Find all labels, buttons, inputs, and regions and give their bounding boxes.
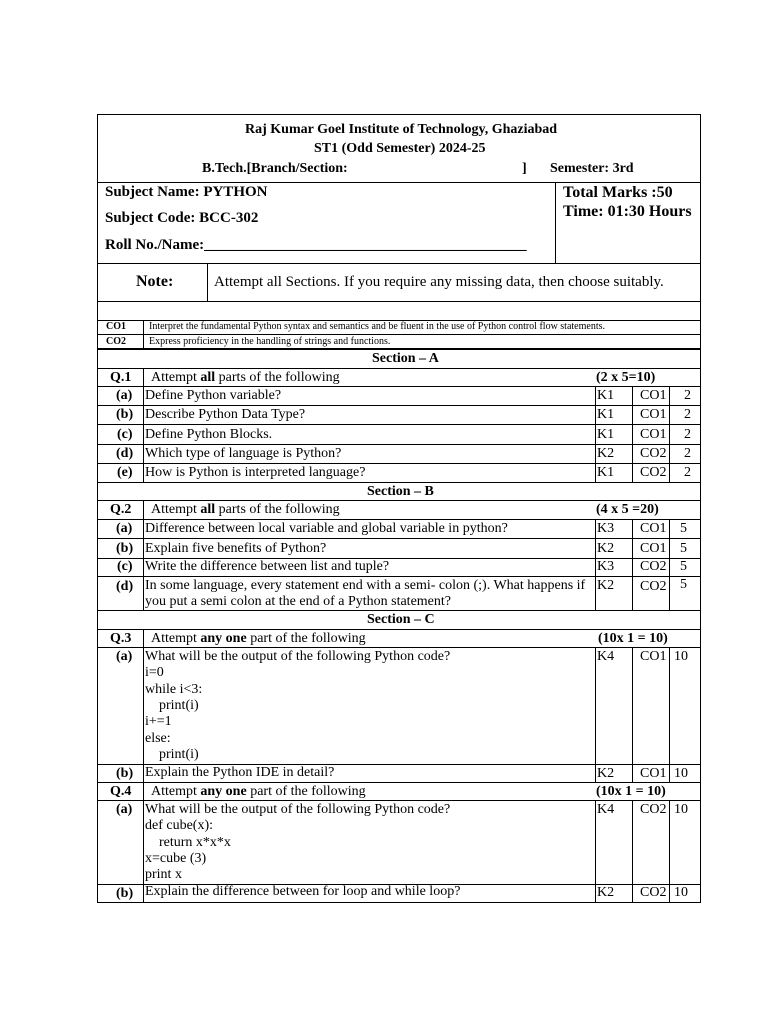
q2-marks: (4 x 5 =20) xyxy=(596,502,659,517)
q3-part-co: CO1 xyxy=(640,766,667,781)
note-label: Note: xyxy=(136,273,174,290)
section-c-title: Section – C xyxy=(367,612,435,627)
q2-part-text: In some language, every statement end with a semi- colon (;). What happens if xyxy=(145,578,586,593)
q1-part-co: CO2 xyxy=(640,446,667,461)
q3-part-co: CO1 xyxy=(640,649,667,664)
divider xyxy=(207,263,208,301)
q2-part-label: (c) xyxy=(117,559,133,574)
co2-text: Express proficiency in the handling of strings and functions. xyxy=(149,336,391,347)
q2-part-marks: 5 xyxy=(680,559,687,574)
q2-part-co: CO2 xyxy=(640,559,667,574)
q3-marks: (10x 1 = 10) xyxy=(598,631,668,646)
total-marks: Total Marks :50 xyxy=(563,184,673,201)
subject-name: Subject Name: PYTHON xyxy=(105,184,268,200)
divider xyxy=(555,182,556,263)
q1-part-marks: 2 xyxy=(684,427,691,442)
code-line: print x xyxy=(145,867,182,882)
code-line: print(i) xyxy=(145,698,199,713)
divider xyxy=(97,386,701,387)
q1-part-text: Which type of language is Python? xyxy=(145,446,342,461)
divider xyxy=(595,519,596,610)
q2-part-label: (a) xyxy=(116,521,133,536)
co1-text: Interpret the fundamental Python syntax and semantics and be fluent in the use of Python control flow statements. xyxy=(149,321,606,332)
co1-code: CO1 xyxy=(106,321,126,332)
institute-name: Raj Kumar Goel Institute of Technology, Ghaziabad xyxy=(245,122,558,137)
q3-part-text: What will be the output of the following Python code? xyxy=(145,649,451,664)
q1-part-text: Define Python variable? xyxy=(145,388,282,403)
code-line: while i<3: xyxy=(145,682,203,697)
q4-part-label: (a) xyxy=(116,802,133,817)
q1-part-co: CO1 xyxy=(640,407,667,422)
divider xyxy=(669,386,670,482)
divider xyxy=(143,368,144,482)
q1-part-k: K1 xyxy=(597,427,615,442)
q4-part-marks: 10 xyxy=(674,802,688,817)
q3-part-label: (a) xyxy=(116,649,133,664)
branch-section: B.Tech.[Branch/Section: xyxy=(202,161,348,176)
divider xyxy=(143,500,144,610)
branch-bracket: ] xyxy=(522,161,527,176)
divider xyxy=(97,610,701,611)
divider xyxy=(595,800,596,903)
section-a-title: Section – A xyxy=(372,351,439,366)
divider xyxy=(97,576,701,577)
q2-part-label: (d) xyxy=(116,579,134,594)
divider xyxy=(97,647,701,648)
q2-part-co: CO2 xyxy=(640,579,667,594)
divider xyxy=(595,647,596,782)
q1-part-co: CO1 xyxy=(640,427,667,442)
q4-part-k: K2 xyxy=(597,885,615,900)
q1-part-label: (b) xyxy=(116,407,134,422)
q3-instruction: Attempt any one part of the following xyxy=(151,631,366,646)
q1-part-k: K1 xyxy=(597,407,615,422)
q3-part-marks: 10 xyxy=(674,766,688,781)
divider xyxy=(97,424,701,425)
q2-part-k: K3 xyxy=(597,521,615,536)
q1-part-k: K1 xyxy=(597,465,615,480)
q3-part-marks: 10 xyxy=(674,649,688,664)
q1-part-marks: 2 xyxy=(684,388,691,403)
divider xyxy=(669,800,670,903)
divider xyxy=(143,629,144,903)
exam-time: Time: 01:30 Hours xyxy=(563,203,692,220)
q1-instruction: Attempt all parts of the following xyxy=(151,370,340,385)
q1-part-k: K1 xyxy=(597,388,615,403)
exam-title: ST1 (Odd Semester) 2024-25 xyxy=(314,141,486,156)
code-line: def cube(x): xyxy=(145,818,214,833)
divider xyxy=(669,519,670,610)
divider xyxy=(97,334,701,335)
q4-part-co: CO2 xyxy=(640,802,667,817)
note-text: Attempt all Sections. If you require any missing data, then choose suitably. xyxy=(214,274,664,290)
q2-part-text: Explain five benefits of Python? xyxy=(145,541,327,556)
divider xyxy=(632,647,633,782)
semester: Semester: 3rd xyxy=(550,161,634,176)
q2-part-label: (b) xyxy=(116,541,134,556)
divider xyxy=(97,405,701,406)
q2-part-k: K2 xyxy=(597,541,615,556)
divider xyxy=(632,386,633,482)
q4-instruction: Attempt any one part of the following xyxy=(151,784,366,799)
q2-part-co: CO1 xyxy=(640,521,667,536)
q4-marks: (10x 1 = 10) xyxy=(596,784,666,799)
q1-part-text: Define Python Blocks. xyxy=(145,427,273,442)
q2-part-marks: 5 xyxy=(680,541,687,556)
divider xyxy=(97,182,701,183)
divider xyxy=(97,500,701,501)
section-b-title: Section – B xyxy=(367,484,434,499)
divider xyxy=(97,482,701,483)
divider xyxy=(97,782,701,783)
divider xyxy=(97,800,701,801)
q2-part-co: CO1 xyxy=(640,541,667,556)
q4-part-k: K4 xyxy=(597,802,615,817)
q1-part-marks: 2 xyxy=(684,446,691,461)
q1-part-label: (c) xyxy=(117,427,133,442)
q1-part-k: K2 xyxy=(597,446,615,461)
code-line: else: xyxy=(145,731,171,746)
q1-part-label: (a) xyxy=(116,388,133,403)
q2-part-k: K2 xyxy=(597,578,615,593)
divider xyxy=(97,519,701,520)
co2-code: CO2 xyxy=(106,336,126,347)
code-line: return x*x*x xyxy=(145,835,231,850)
q3-part-k: K4 xyxy=(597,649,615,664)
subject-code: Subject Code: BCC-302 xyxy=(105,210,259,226)
q4-part-text: Explain the difference between for loop and while loop? xyxy=(145,884,461,899)
code-line: print(i) xyxy=(145,747,199,762)
q2-instruction: Attempt all parts of the following xyxy=(151,502,340,517)
divider xyxy=(97,301,701,302)
q1-marks: (2 x 5=10) xyxy=(596,370,656,385)
q1-part-marks: 2 xyxy=(684,407,691,422)
q3-number: Q.3 xyxy=(110,631,132,646)
code-line: i+=1 xyxy=(145,714,172,729)
q2-part-text: Difference between local variable and global variable in python? xyxy=(145,521,508,536)
q2-number: Q.2 xyxy=(110,502,132,517)
divider xyxy=(595,386,596,482)
divider xyxy=(97,538,701,539)
q1-part-label: (d) xyxy=(116,446,134,461)
q4-part-label: (b) xyxy=(116,886,134,901)
divider xyxy=(97,348,701,350)
q1-part-label: (e) xyxy=(117,465,133,480)
q4-part-co: CO2 xyxy=(640,885,667,900)
roll-name-field: Roll No./Name:___________________________________________ xyxy=(105,237,527,253)
code-line: x=cube (3) xyxy=(145,851,207,866)
q1-number: Q.1 xyxy=(110,370,132,385)
q2-part-k: K3 xyxy=(597,559,615,574)
divider xyxy=(97,368,701,369)
q1-part-co: CO2 xyxy=(640,465,667,480)
q3-part-label: (b) xyxy=(116,766,134,781)
q3-part-k: K2 xyxy=(597,766,615,781)
divider xyxy=(97,444,701,445)
divider xyxy=(632,519,633,610)
q2-part-marks: 5 xyxy=(680,521,687,536)
divider xyxy=(97,263,701,264)
q4-part-text: What will be the output of the following Python code? xyxy=(145,802,451,817)
q2-part-text: Write the difference between list and tuple? xyxy=(145,559,390,574)
divider xyxy=(97,463,701,464)
q4-part-marks: 10 xyxy=(674,885,688,900)
divider xyxy=(632,800,633,903)
q1-part-co: CO1 xyxy=(640,388,667,403)
q2-part-text-cont: you put a semi colon at the end of a Python statement? xyxy=(145,594,451,609)
q4-number: Q.4 xyxy=(110,784,132,799)
q2-part-marks: 5 xyxy=(680,577,687,592)
q1-part-text: How is Python is interpreted language? xyxy=(145,465,366,480)
code-line: i=0 xyxy=(145,665,164,680)
q3-part-text: Explain the Python IDE in detail? xyxy=(145,765,335,780)
q1-part-marks: 2 xyxy=(684,465,691,480)
q1-part-text: Describe Python Data Type? xyxy=(145,407,306,422)
divider xyxy=(669,647,670,782)
divider xyxy=(97,629,701,630)
